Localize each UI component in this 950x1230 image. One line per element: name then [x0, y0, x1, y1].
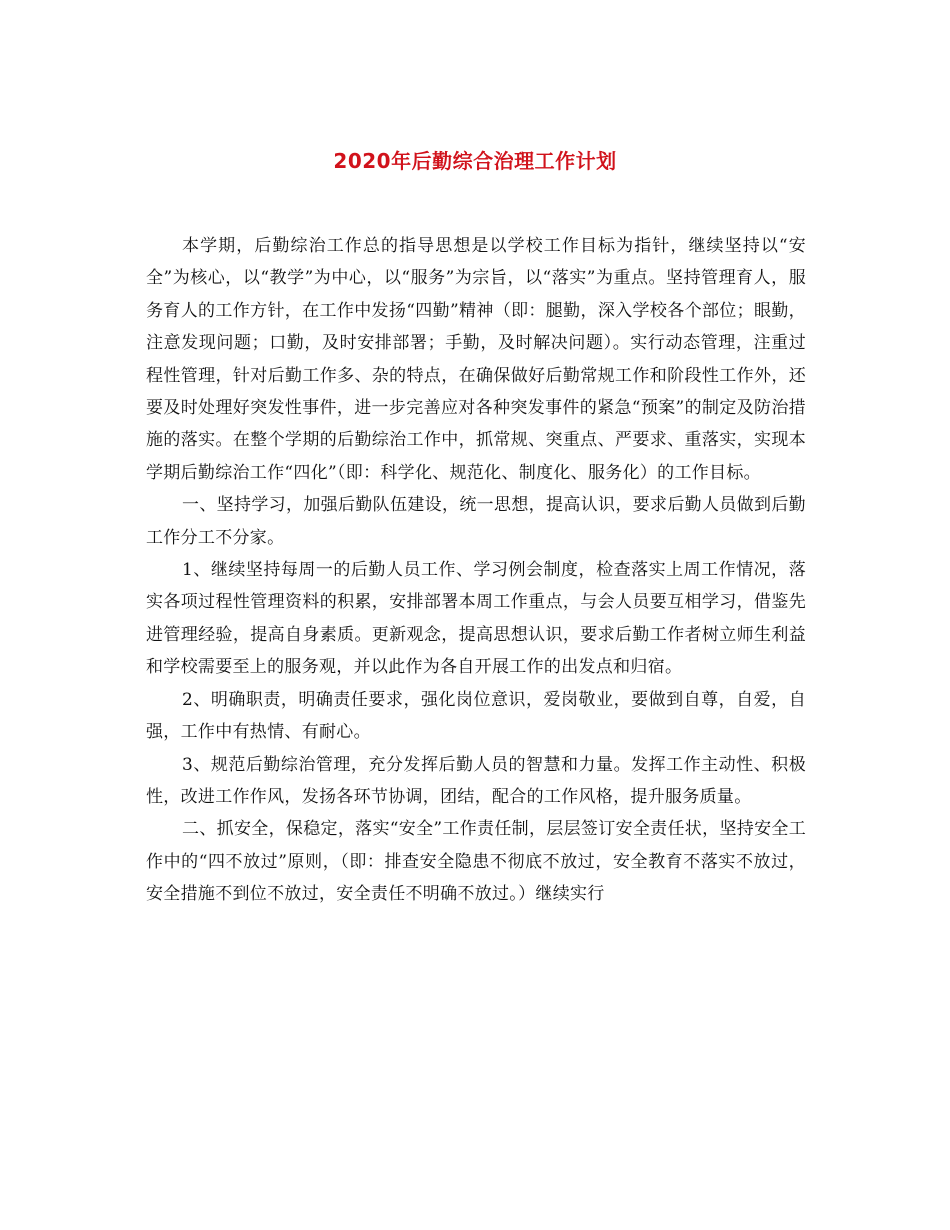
document-title: 2020年后勤综合治理工作计划 — [333, 149, 617, 173]
document-body — [146, 230, 806, 911]
item-2-paragraph: 2、明确职责，明确责任要求，强化岗位意识，爱岗敬业，要做到自尊，自爱，自强，工作中有热情、有耐心。 — [146, 689, 806, 743]
item-1-paragraph: 1、继续坚持每周一的后勤人员工作、学习例会制度，检查落实上周工作情况，落实各项过程性管理资料的积累，安排部署本周工作重点，与会人员要互相学习，借鉴先进管理经验，提高自身素质。更新观念，提高思想认识，要求后勤工作者树立师生利益和学校需要至上的服务观，并以此作为各自开展工作的出发点和归宿。 — [146, 560, 806, 678]
intro-paragraph: 本学期，后勤综治工作总的指导思想是以学校工作目标为指针，继续坚持以“安全”为核心，以“教学”为中心，以“服务”为宗旨，以“落实”为重点。坚持管理育人，服务育人的工作方针，在工作中发扬“四勤”精神（即：腿勤，深入学校各个部位；眼勤，注意发现问题；口勤，及时安排部署；手勤，及时解决问题）。实行动态管理，注重过程性管理，针对后勤工作多、杂的特点，在确保做好后勤常规工作和阶段性工作外，还要及时处理好突发性事件，进一步完善应对各种突发事件的紧急“预案”的制定及防治措施的落实。在整个学期的后勤综治工作中，抓常规、突重点、严要求、重落实，实现本学期后勤综治工作“四化”（即：科学化、规范化、制度化、服务化）的工作目标。 — [146, 236, 806, 483]
item-3-paragraph: 3、规范后勤综治管理，充分发挥后勤人员的智慧和力量。发挥工作主动性、积极性，改进工作作风，发扬各环节协调，团结，配合的工作风格，提升服务质量。 — [146, 754, 806, 807]
section-two-paragraph: 二、抓安全，保稳定，落实“安全”工作责任制，层层签订安全责任状，坚持安全工作中的“四不放过”原则，（即：排查安全隐患不彻底不放过，安全教育不落实不放过，安全措施不到位不放过，安全责任不明确不放过。）继续实行 — [146, 819, 806, 905]
section-one-heading: 一、坚持学习，加强后勤队伍建设，统一思想，提高认识，要求后勤人员做到后勤工作分工不分家。 — [146, 495, 806, 548]
